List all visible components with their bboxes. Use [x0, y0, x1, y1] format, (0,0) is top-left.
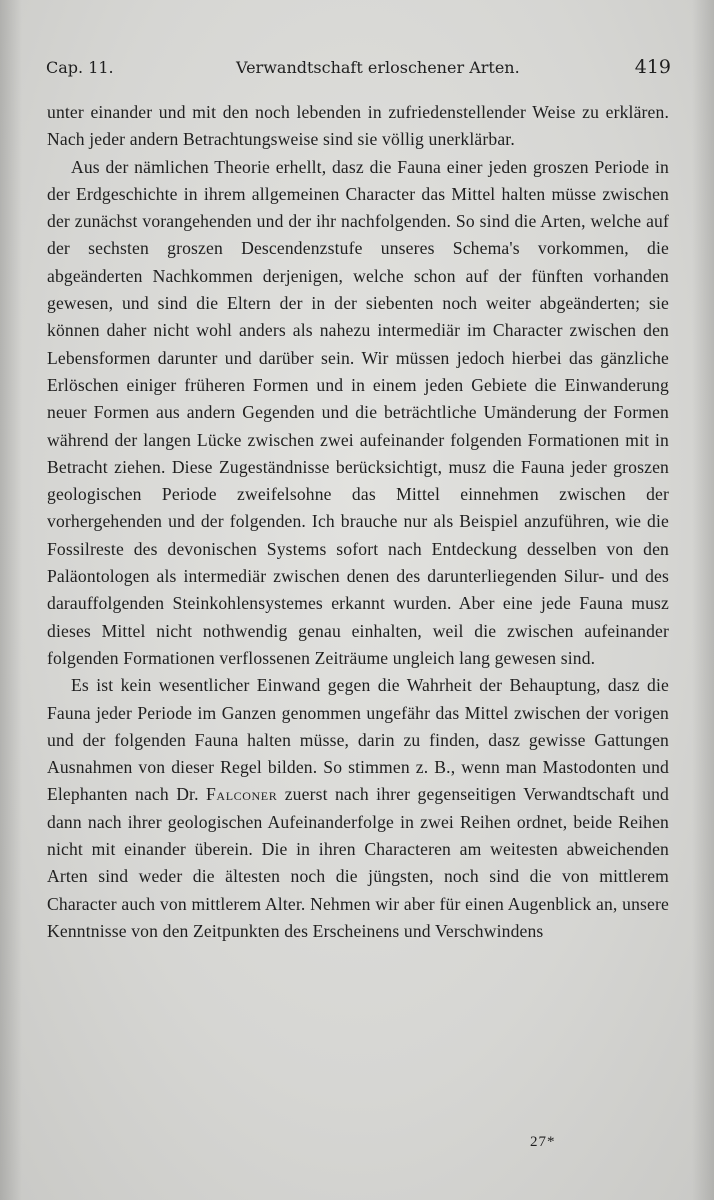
paragraph-fauna-periods: Aus der nämlichen Theorie erhellt, dasz die Fauna einer jeden groszen Periode in der Erdgeschichte in ihrem allgemeinen Character das Mittel halten müsse zwischen der zunächst vorangehenden und der ihr nachfolgenden. So sind die Arten, welche auf der sechsten groszen Descendenzstufe unseres Schema's vorkommen, die abgeänderten Nachkommen derjenigen, welche schon auf der fünften vorhanden gewesen, und sind die Eltern der in der siebenten noch weiter abgeänderten; sie können daher nicht wohl anders als nahezu intermediär im Character zwischen den Lebensformen darunter und darüber sein. Wir müssen jedoch hierbei das gänzliche Erlöschen einiger früheren Formen und in einem jeden Gebiete die Einwanderung neuer Formen aus andern Gegenden und die beträchtliche Umänderung der Formen während der langen Lücke zwischen zwei aufeinander folgenden Formationen mit in Betracht ziehen. Diese Zugeständnisse berücksichtigt, musz die Fauna jeder groszen geologischen Periode zweifelsohne das Mittel einnehmen zwischen der vorhergehenden und der folgenden. Ich brauche nur als Beispiel anzuführen, wie die Fossilreste des devonischen Systems sofort nach Entdeckung desselben von den Paläontologen als intermediär zwischen denen des darunterliegenden Silur- und des darauffolgenden Steinkohlensystemes erkannt wurden. Aber eine jede Fauna musz dieses Mittel nicht nothwendig genau einhalten, weil die zwischen aufeinander folgenden Formationen verflossenen Zeiträume ungleich lang gewesen sind. — [47, 156, 669, 668]
body-text — [47, 99, 669, 945]
running-header — [46, 58, 671, 84]
signature-mark: 27* — [530, 1134, 556, 1150]
page-right-edge-shadow — [692, 0, 714, 1200]
paragraph-objection — [47, 672, 669, 945]
page-number: 419 — [634, 56, 671, 78]
running-title: Verwandtschaft erloschener Arten. — [236, 58, 520, 77]
chapter-label: Cap. 11. — [46, 58, 114, 77]
paragraph-continuation: unter einander und mit den noch lebenden in zufriedenstellender Weise zu erklären. Nach jeder andern Betrachtungsweise sind sie völlig unerklärbar. — [47, 102, 669, 150]
author-name-falconer: Falconer — [206, 784, 278, 805]
paragraph-text-after-name: zuerst nach ihrer gegenseitigen Verwandtschaft und dann nach ihrer geologischen Aufeinanderfolge in zwei Reihen ordnet, beide Reihen nicht mit einander überein. Die in ihren Characteren am weitesten abweichenden Arten sind weder die ältesten noch die jüngsten, noch sind die von mittlerem Character auch von mittlerem Alter. Nehmen wir aber für einen Augenblick an, unsere Kenntnisse von den Zeitpunkten des Erscheinens und Verschwindens — [47, 784, 669, 941]
paragraph-text-before-name: Es ist kein wesentlicher Einwand gegen die Wahrheit der Behauptung, dasz die Fauna jeder Periode im Ganzen genommen ungefähr das Mittel zwischen der vorigen und der folgenden Fauna halten müsse, darin zu finden, dasz gewisse Gattungen Ausnahmen von dieser Regel bilden. So stimmen z. B., wenn man Mastodonten und Elephanten nach Dr. — [47, 675, 669, 805]
page-left-edge-shadow — [0, 0, 22, 1200]
